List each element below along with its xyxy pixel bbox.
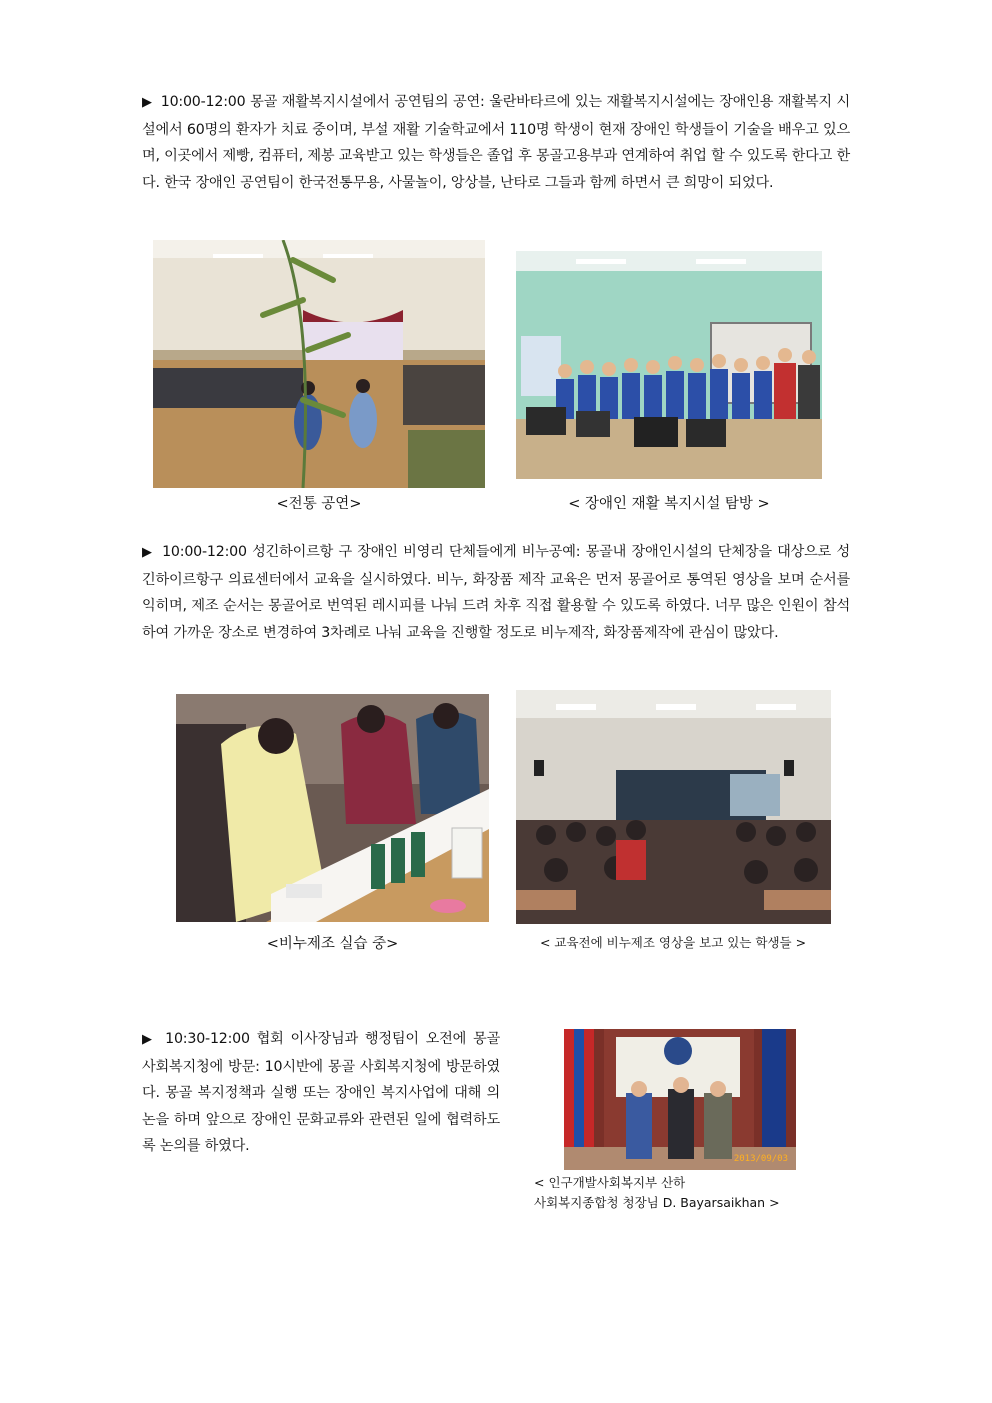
section-3-paragraph [142, 1026, 500, 1160]
caption-welfare-office [534, 1173, 780, 1213]
caption-students-video: < 교육전에 비누제조 영상을 보고 있는 학생들 > [539, 935, 807, 950]
students-watching-video-photo [516, 690, 831, 924]
soap-making-practice-photo [176, 694, 489, 922]
section-1-text: 몽골 재활복지시설에서 공연팀의 공연: 울란바타르에 있는 재활복지시설에는 장애인용 재활복지 시설에서 60명의 환자가 치료 중이며, 부설 재활 기술학교에서 110명 학생이 현재 장애인 학생들이 기술을 배우고 있으며, 이곳에서 제빵, 컴퓨터, 제봉 교육받고 있는 학생들은 졸업 후 몽골고용부과 연계하여 취업 할 수 있도록 한다고 한다. 한국 장애인 공연팀이 한국전통무용, 사물놀이, 앙상블, 난타로 그들과 함께 하면서 큰 희망이 되었다. [142, 94, 850, 191]
caption-welfare-office-line1: < 인구개발사회복지부 산하 [534, 1175, 686, 1190]
section-2-time: 10:00-12:00 [162, 544, 247, 560]
traditional-performance-photo [153, 240, 485, 488]
welfare-office-visit-photo [564, 1029, 796, 1170]
triangle-bullet-icon: ▶ [142, 1032, 155, 1047]
photo-date-stamp: 2013/09/03 [733, 1154, 788, 1164]
section-2-paragraph [142, 539, 850, 646]
section-3-text: 협회 이사장님과 행정팀이 오전에 몽골 사회복지청에 방문: 10시반에 몽골 사회복지청에 방문하였다. 몽골 복지정책과 실행 또는 장애인 복지사업에 대해 의논을 하며 앞으로 장애인 문화교류와 관련된 일에 협력하도록 논의를 하였다. [142, 1031, 501, 1154]
welfare-facility-visit-photo [516, 251, 822, 479]
section-2-text: 성긴하이르항 구 장애인 비영리 단체들에게 비누공예: 몽골내 장애인시설의 단체장을 대상으로 성긴하이르항구 의료센터에서 교육을 실시하였다. 비누, 화장품 제작 교육은 먼저 몽골어로 통역된 영상을 보며 순서를 익히며, 제조 순서는 몽골어로 번역된 레시피를 나눠 드려 차후 직접 활용할 수 있도록 하였다. 너무 많은 인원이 참석하여 가까운 장소로 변경하여 3차례로 나눠 교육을 진행할 정도로 비누제작, 화장품제작에 관심이 많았다. [142, 544, 850, 641]
section-1-time: 10:00-12:00 [160, 94, 246, 110]
caption-soap-practice: <비누제조 실습 중> [266, 936, 399, 952]
caption-facility-visit: < 장애인 재활 복지시설 탐방 > [568, 496, 770, 512]
section-3-time: 10:30-12:00 [165, 1031, 250, 1047]
triangle-bullet-icon: ▶ [142, 95, 153, 110]
section-1-paragraph [142, 89, 850, 196]
triangle-bullet-icon: ▶ [142, 545, 153, 560]
caption-welfare-office-line2: 사회복지종합청 청장님 D. Bayarsaikhan > [534, 1195, 780, 1210]
caption-traditional-performance: <전통 공연> [276, 496, 362, 512]
